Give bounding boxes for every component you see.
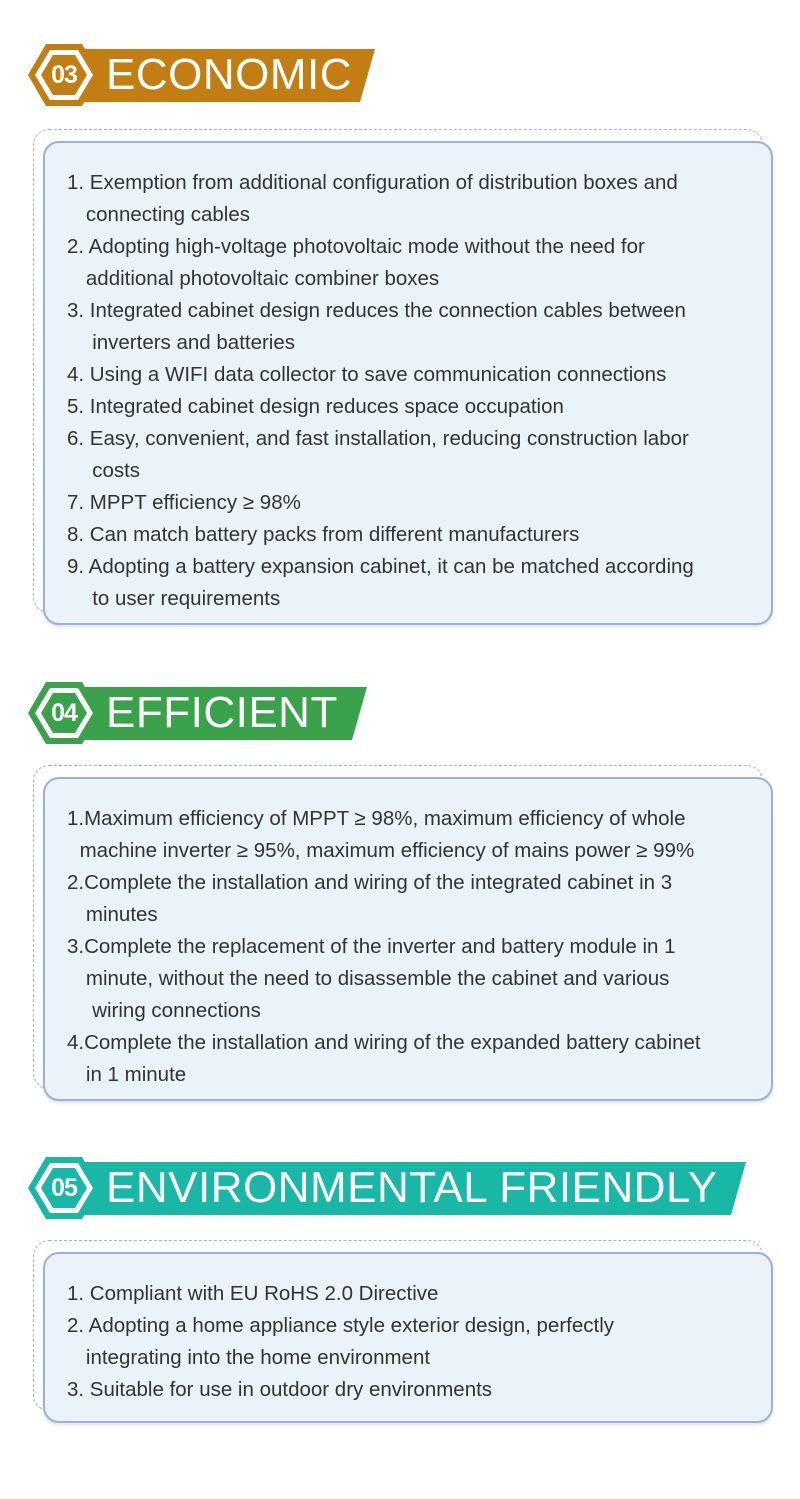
list-item-text: 2. Adopting a home appliance style exterior design, perfectly: [67, 1314, 614, 1337]
list-item-text: 3. Integrated cabinet design reduces the connection cables between: [67, 299, 686, 322]
list-item: [67, 1374, 779, 1406]
list-item-continuation: in 1 minute: [85, 1063, 187, 1086]
list-item-continuation: connecting cables: [85, 203, 251, 226]
list-item-continuation: integrating into the home environment: [85, 1346, 431, 1369]
list-item-text: 3.Complete the replacement of the inverter and battery module in 1: [67, 935, 676, 958]
list-item-continuation: minute, without the need to disassemble the cabinet and various: [85, 967, 670, 990]
list-item-text: 5. Integrated cabinet design reduces space occupation: [67, 395, 564, 418]
list-item: [67, 1278, 779, 1310]
list-item-text: 1. Exemption from additional configuration of distribution boxes and: [67, 171, 678, 194]
list-item-continuation: wiring connections: [92, 999, 261, 1022]
list-item-continuation: to user requirements: [92, 587, 281, 610]
list-item-text: 8. Can match battery packs from different manufacturers: [67, 523, 580, 546]
section-title: ECONOMIC: [106, 50, 352, 99]
content-panel: [33, 1240, 773, 1423]
section-number: 03: [51, 61, 77, 89]
list-item: [67, 295, 779, 359]
section-banner: [28, 1155, 788, 1221]
list-item-text: 2. Adopting high-voltage photovoltaic mode without the need for: [67, 235, 645, 258]
list-item-continuation: costs: [92, 459, 141, 482]
section-banner: [28, 680, 788, 746]
list-item-continuation: machine inverter ≥ 95%, maximum efficiency of mains power ≥ 99%: [79, 839, 695, 862]
list-item: [67, 931, 779, 1027]
list-item-text: 9. Adopting a battery expansion cabinet, it can be matched according: [67, 555, 694, 578]
list-item-text: 1.Maximum efficiency of MPPT ≥ 98%, maximum efficiency of whole: [67, 807, 686, 830]
list-item-continuation: additional photovoltaic combiner boxes: [85, 267, 440, 290]
section-number: 05: [51, 1174, 77, 1202]
list-item-continuation: minutes: [85, 903, 158, 926]
section-title: ENVIRONMENTAL FRIENDLY: [106, 1163, 718, 1212]
list-item-text: 6. Easy, convenient, and fast installation, reducing construction labor: [67, 427, 689, 450]
list-item-text: 1. Compliant with EU RoHS 2.0 Directive: [67, 1282, 439, 1305]
feature-list: [67, 167, 779, 615]
list-item: [67, 423, 779, 487]
feature-list: [67, 1278, 779, 1406]
list-item-continuation: inverters and batteries: [92, 331, 296, 354]
list-item-text: 7. MPPT efficiency ≥ 98%: [67, 491, 301, 514]
section-number: 04: [51, 699, 77, 727]
list-item: [67, 1027, 779, 1091]
list-item: [67, 551, 779, 615]
content-panel: [33, 765, 773, 1101]
list-item-text: 4.Complete the installation and wiring of the expanded battery cabinet: [67, 1031, 701, 1054]
list-item-text: 3. Suitable for use in outdoor dry environments: [67, 1378, 493, 1401]
list-item: [67, 803, 779, 867]
feature-list: [67, 803, 779, 1091]
list-item: [67, 231, 779, 295]
list-item-text: 2.Complete the installation and wiring of the integrated cabinet in 3: [67, 871, 673, 894]
panel-card: [43, 1252, 773, 1423]
section-title: EFFICIENT: [106, 688, 338, 737]
content-panel: [33, 129, 773, 625]
list-item: [67, 359, 779, 391]
list-item-text: 4. Using a WIFI data collector to save communication connections: [67, 363, 667, 386]
list-item: [67, 1310, 779, 1374]
list-item: [67, 867, 779, 931]
section-economic: [0, 42, 800, 632]
list-item: [67, 391, 779, 423]
list-item: [67, 519, 779, 551]
section-environmental: [0, 1155, 800, 1435]
section-efficient: [0, 680, 800, 1110]
panel-card: [43, 777, 773, 1101]
list-item: [67, 167, 779, 231]
panel-card: [43, 141, 773, 625]
section-banner: [28, 42, 788, 108]
list-item: [67, 487, 779, 519]
